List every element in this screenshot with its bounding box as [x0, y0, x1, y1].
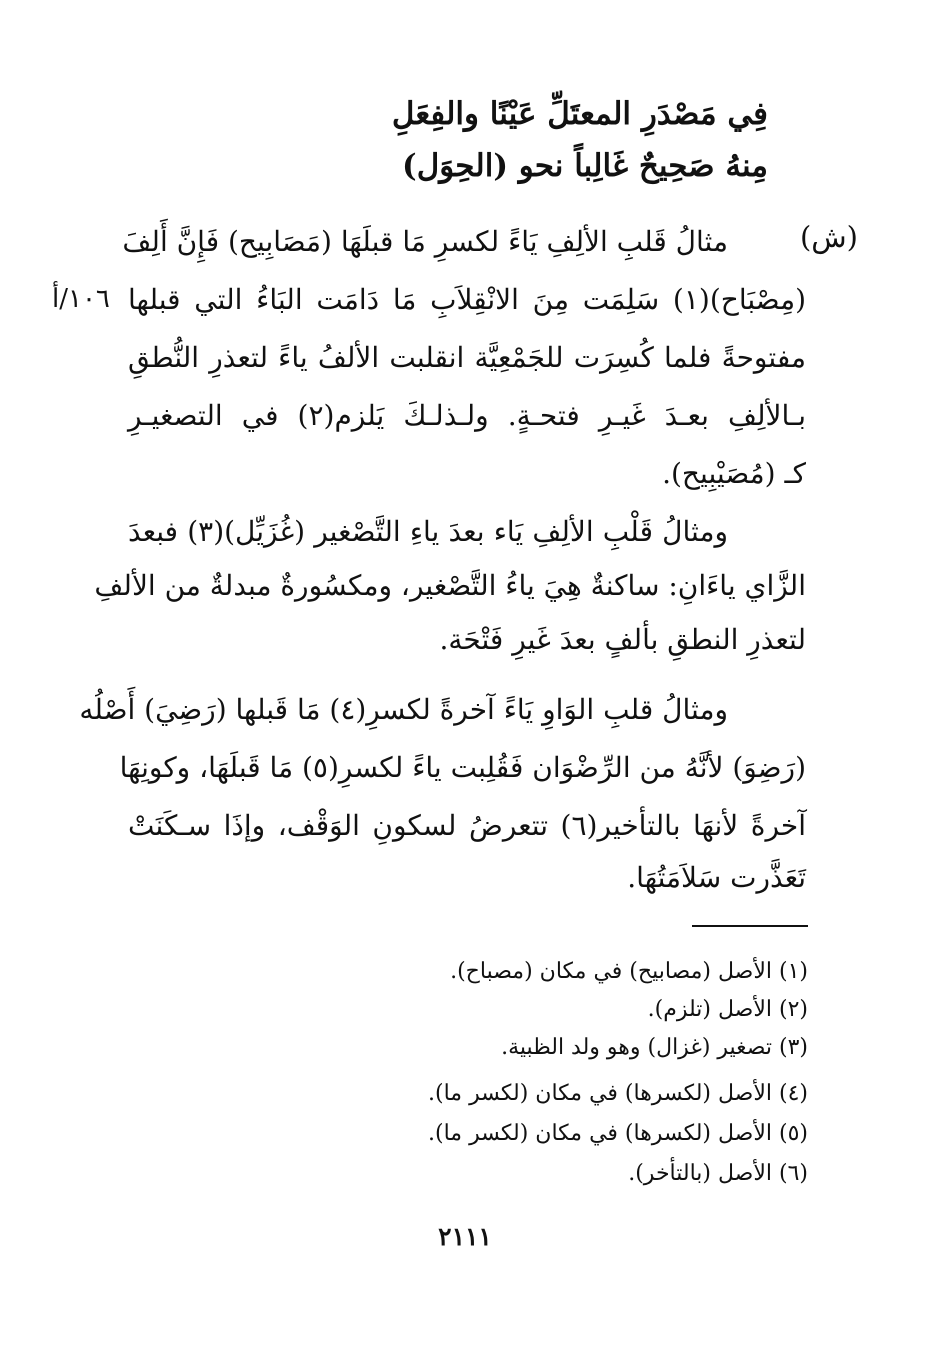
paragraph-1-line-1: مثالُ قَلبِ الألِفِ يَاءً لكسرِ مَا قبلَهَا (مَصَابِيح) فَإِنَّ أَلِفَ	[122, 225, 728, 258]
paragraph-3-line-4: تَعَذَّرت سَلاَمَتُهَا.	[627, 861, 806, 894]
footnote-1: (١) الأصل (مصابيح) في مكان (مصباح).	[450, 959, 808, 984]
footnote-6: (٦) الأصل (بالتأخر).	[628, 1161, 808, 1186]
heading-verse-line-2: مِنهُ صَحِيحٌ غَالِباً نحو (الحِوَل)	[402, 148, 768, 184]
paragraph-3-line-2: (رَضِوَ) لأنَّهُ من الرِّضْوَان فَقُلِبت ياءً لكسرِ(٥) مَا قَبلَهَا، وكونِهَا	[119, 751, 806, 784]
paragraph-1-line-4: بـالألِفِ بعـدَ غَيـرِ فتحـةٍ. ولـذلـكَ يَلزم(٢) في التصغيـرِ	[128, 399, 806, 432]
paragraph-2-line-3: لتعذرِ النطقِ بألفٍ بعدَ غَيرِ فَتْحَة.	[439, 623, 806, 656]
paragraph-3-line-1: ومثالُ قلبِ الوَاوِ يَاءً آخرةً لكسرِ(٤) مَا قَبلها (رَضِيَ) أَصْلُه	[79, 693, 728, 726]
page-number: ٢١١١	[438, 1222, 492, 1251]
commentary-marker: (ش)	[799, 220, 858, 254]
paragraph-1-line-5: كـ (مُصَيْبِيح).	[662, 457, 806, 490]
paragraph-2-line-2: الزَّاي ياءَانِ: ساكنةٌ هِيَ ياءُ التَّصْغير، ومكسُورةٌ مبدلةٌ من الألفِ	[94, 569, 806, 602]
paragraph-1-line-3: مفتوحةً فلما كُسِرَت للجَمْعِيَّة انقلبت الألفُ ياءً لتعذرِ النُّطقِ	[128, 341, 806, 374]
footnote-4: (٤) الأصل (لكسرها) في مكان (لكسر ما).	[428, 1081, 808, 1106]
margin-folio-note: ١٠٦/أ	[52, 284, 110, 314]
paragraph-1-line-2: (مِصْبَاح)(١) سَلِمَت مِنَ الانْقِلاَبِ مَا دَامَت البَاءُ التي قبلها	[128, 283, 806, 316]
paragraph-3-line-3: آخرةً لأنهَا بالتأخير(٦) تتعرضُ لسكونِ الوَقْف، وإذَا سـكَنَتْ	[128, 809, 806, 842]
footnote-5: (٥) الأصل (لكسرها) في مكان (لكسر ما).	[428, 1121, 808, 1146]
footnote-separator	[692, 925, 808, 927]
footnote-2: (٢) الأصل (تلزم).	[647, 997, 808, 1022]
footnote-3: (٣) تصغير (غزال) وهو ولد الظبية.	[501, 1035, 808, 1060]
heading-verse-line-1: فِي مَصْدَرِ المعتَلِّ عَيْنًا والفِعَلِ	[391, 96, 768, 132]
paragraph-2-line-1: ومثالُ قَلْبِ الألِفِ يَاء بعدَ ياءِ التَّصْغير (غُزَيِّل)(٣) فبعدَ	[128, 515, 728, 548]
